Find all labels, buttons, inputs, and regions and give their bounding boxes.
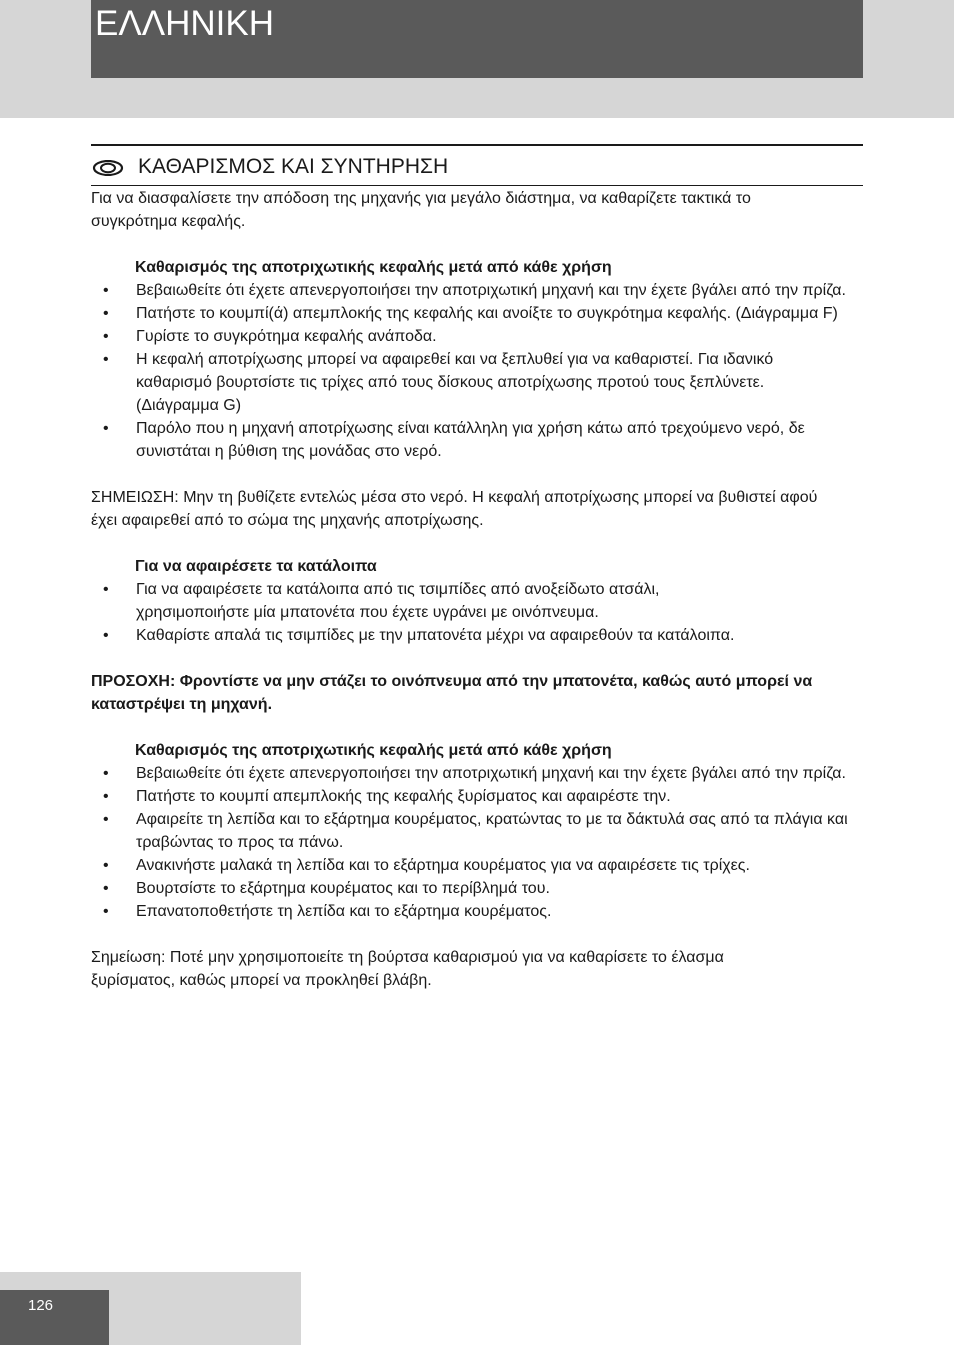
- page-number: 126: [28, 1297, 54, 1314]
- page-number-box: [0, 1290, 109, 1345]
- list-item: • Γυρίστε το συγκρότημα κεφαλής ανάποδα.: [91, 325, 863, 348]
- list-item: • Πατήστε το κουμπί(ά) απεμπλοκής της κεφαλής και ανοίξτε το συγκρότημα κεφαλής. (Διάγραμμα F): [91, 302, 863, 325]
- cleaning-steps-list: [91, 279, 863, 463]
- list-item: • Ανακινήστε μαλακά τη λεπίδα και το εξάρτημα κουρέματος για να αφαιρέσετε τις τρίχες.: [91, 854, 863, 877]
- document-body: [91, 187, 863, 992]
- subheading-residue: Για να αφαιρέσετε τα κατάλοιπα: [135, 558, 377, 575]
- subheading-cleaning-shaver: Καθαρισμός της αποτριχωτικής κεφαλής μετά από κάθε χρήση: [135, 742, 612, 759]
- list-item: • Για να αφαιρέσετε τα κατάλοιπα από τις τσιμπίδες από ανοξείδωτο ατσάλι, χρησιμοποιήστε μία μπατονέτα που έχετε υγράνει με οινόπνευμα.: [91, 578, 863, 624]
- eye-icon: [92, 160, 124, 176]
- language-title-box: [91, 0, 863, 78]
- list-item: • Πατήστε το κουμπί απεμπλοκής της κεφαλής ξυρίσματος και αφαιρέστε την.: [91, 785, 863, 808]
- residue-steps-list: [91, 578, 863, 647]
- list-item: • Βεβαιωθείτε ότι έχετε απενεργοποιήσει την αποτριχωτική μηχανή και την έχετε βγάλει από την πρίζα.: [91, 279, 863, 302]
- list-item: • Επανατοποθετήστε τη λεπίδα και το εξάρτημα κουρέματος.: [91, 900, 863, 923]
- intro-paragraph: Για να διασφαλίσετε την απόδοση της μηχανής για μεγάλο διάστημα, να καθαρίζετε τακτικά το συγκρότημα κεφαλής.: [91, 190, 751, 230]
- subheading-cleaning-epilator: Καθαρισμός της αποτριχωτικής κεφαλής μετά από κάθε χρήση: [135, 259, 612, 276]
- language-title: ΕΛΛΗΝΙΚΗ: [95, 4, 274, 43]
- caution-paragraph: ΠΡΟΣΟΧΗ: Φροντίστε να μην στάζει το οινόπνευμα από την μπατονέτα, καθώς αυτό μπορεί να καταστρέψει τη μηχανή.: [91, 673, 813, 713]
- note-paragraph: ΣΗΜΕΙΩΣΗ: Μην τη βυθίζετε εντελώς μέσα στο νερό. Η κεφαλή αποτρίχωσης μπορεί να βυθιστεί αφού έχει αφαιρεθεί από το σώμα της μηχανής αποτρίχωσης.: [91, 489, 818, 529]
- shaver-cleaning-list: [91, 762, 863, 923]
- note-paragraph-2: Σημείωση: Ποτέ μην χρησιμοποιείτε τη βούρτσα καθαρισμού για να καθαρίσετε το έλασμα ξυρίσματος, καθώς μπορεί να προκληθεί βλάβη.: [91, 949, 724, 989]
- section-header: [91, 144, 863, 186]
- section-title: ΚΑΘΑΡΙΣΜΟΣ ΚΑΙ ΣΥΝΤΗΡΗΣΗ: [138, 155, 449, 178]
- list-item: • Αφαιρείτε τη λεπίδα και το εξάρτημα κουρέματος, κρατώντας το με τα δάκτυλά σας από τα πλάγια και τραβώντας το προς τα πάνω.: [91, 808, 863, 854]
- list-item: • Βεβαιωθείτε ότι έχετε απενεργοποιήσει την αποτριχωτική μηχανή και την έχετε βγάλει από την πρίζα.: [91, 762, 863, 785]
- list-item: • Βουρτσίστε το εξάρτημα κουρέματος και το περίβλημά του.: [91, 877, 863, 900]
- list-item: • Παρόλο που η μηχανή αποτρίχωσης είναι κατάλληλη για χρήση κάτω από τρεχούμενο νερό, δε συνιστάται η βύθιση της μονάδας στο νερό.: [91, 417, 863, 463]
- list-item: • Καθαρίστε απαλά τις τσιμπίδες με την μπατονέτα μέχρι να αφαιρεθούν τα κατάλοιπα.: [91, 624, 863, 647]
- list-item: • Η κεφαλή αποτρίχωσης μπορεί να αφαιρεθεί και να ξεπλυθεί για να καθαριστεί. Για ιδανικό καθαρισμό βουρτσίστε τις τρίχες από τους δίσκους αποτρίχωσης προτού τους ξεπλύνετε. (Διάγραμμα G): [91, 348, 863, 417]
